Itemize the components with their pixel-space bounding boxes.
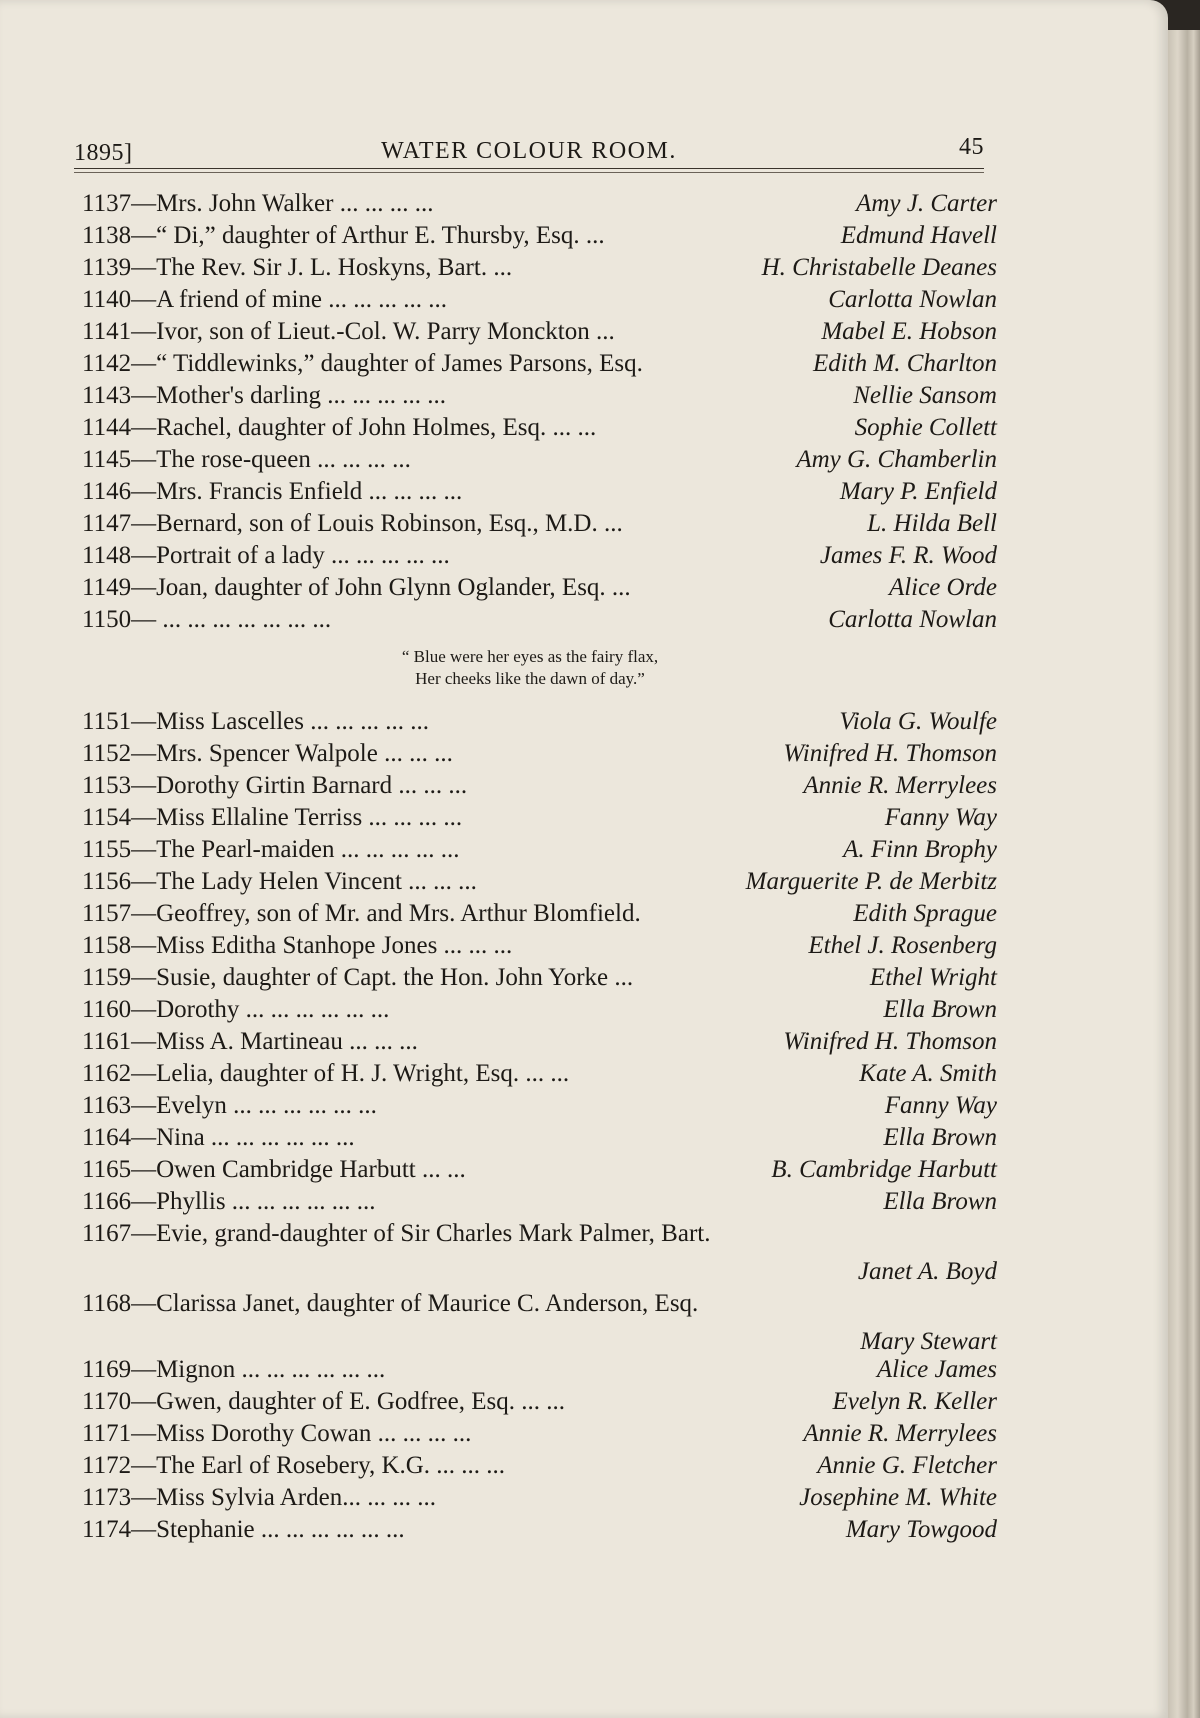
entry-artist: Amy J. Carter [856, 190, 997, 217]
header-year: 1895] [74, 140, 133, 166]
entry-artist: Viola G. Woulfe [839, 708, 997, 735]
entry-title: 1174—Stephanie ... ... ... ... ... ... [82, 1516, 405, 1543]
catalogue-entry [82, 350, 997, 382]
entry-artist: Edmund Havell [840, 222, 997, 249]
entry-artist: Mary Stewart [860, 1328, 997, 1355]
entry-title: 1140—A friend of mine ... ... ... ... ... [82, 286, 448, 313]
catalogue-entry [82, 542, 997, 574]
catalogue-entry [82, 932, 997, 964]
entry-title: 1153—Dorothy Girtin Barnard ... ... ... [82, 772, 468, 799]
catalogue-entry [82, 574, 997, 606]
entry-title: 1155—The Pearl-maiden ... ... ... ... ... [82, 836, 460, 863]
catalogue-entry [82, 1420, 997, 1452]
entry-artist: Sophie Collett [854, 414, 997, 441]
entry-quote [320, 646, 740, 690]
catalogue-entry [82, 1156, 997, 1188]
catalogue-entry [82, 1452, 997, 1484]
catalogue-entry [82, 740, 997, 772]
catalogue-entry [82, 1356, 997, 1388]
entry-artist: Kate A. Smith [859, 1060, 997, 1087]
entry-artist: Winifred H. Thomson [783, 740, 997, 767]
catalogue-entry [82, 254, 997, 286]
entry-title: 1165—Owen Cambridge Harbutt ... ... [82, 1156, 466, 1183]
entry-title: 1148—Portrait of a lady ... ... ... ... ... [82, 542, 450, 569]
catalogue-entry [82, 318, 997, 350]
entry-artist: B. Cambridge Harbutt [771, 1156, 997, 1183]
entry-artist: Josephine M. White [799, 1484, 997, 1511]
entry-title: 1141—Ivor, son of Lieut.-Col. W. Parry Monckton ... [82, 318, 615, 345]
entry-title: 1161—Miss A. Martineau ... ... ... [82, 1028, 418, 1055]
entry-artist: Edith M. Charlton [812, 350, 997, 377]
entry-title: 1137—Mrs. John Walker ... ... ... ... [82, 190, 434, 217]
entry-title: 1147—Bernard, son of Louis Robinson, Esq., M.D. ... [82, 510, 623, 537]
entry-title: 1150— ... ... ... ... ... ... ... [82, 606, 332, 633]
entry-title: 1162—Lelia, daughter of H. J. Wright, Esq. ... ... [82, 1060, 570, 1087]
entry-artist: Carlotta Nowlan [828, 286, 997, 313]
entry-title: 1166—Phyllis ... ... ... ... ... ... [82, 1188, 376, 1215]
entry-title: 1159—Susie, daughter of Capt. the Hon. John Yorke ... [82, 964, 634, 991]
catalogue-entry [82, 996, 997, 1028]
entry-artist: Ethel J. Rosenberg [808, 932, 997, 959]
entry-title: 1167—Evie, grand-daughter of Sir Charles Mark Palmer, Bart. [82, 1220, 711, 1247]
catalogue-entry [82, 1124, 997, 1156]
entry-title: 1169—Mignon ... ... ... ... ... ... [82, 1356, 386, 1383]
entry-title: 1164—Nina ... ... ... ... ... ... [82, 1124, 355, 1151]
catalogue-entry [82, 1388, 997, 1420]
catalogue-entry [82, 1220, 997, 1290]
entry-title: 1142—“ Tiddlewinks,” daughter of James Parsons, Esq. [82, 350, 643, 377]
entry-title: 1146—Mrs. Francis Enfield ... ... ... ... [82, 478, 463, 505]
entry-artist: Evelyn R. Keller [832, 1388, 997, 1415]
entry-artist: Ethel Wright [869, 964, 997, 991]
entry-title: 1151—Miss Lascelles ... ... ... ... ... [82, 708, 429, 735]
entry-artist: Alice Orde [888, 574, 997, 601]
entry-artist: Ella Brown [883, 1188, 997, 1215]
entry-artist: Fanny Way [884, 1092, 997, 1119]
entry-artist: Annie R. Merrylees [803, 772, 997, 799]
entry-title: 1158—Miss Editha Stanhope Jones ... ... ... [82, 932, 513, 959]
entry-title: 1149—Joan, daughter of John Glynn Oglander, Esq. ... [82, 574, 631, 601]
quote-line-2: Her cheeks like the dawn of day.” [415, 669, 645, 688]
page-number: 45 [959, 134, 984, 160]
entry-title: 1163—Evelyn ... ... ... ... ... ... [82, 1092, 377, 1119]
entry-artist: Marguerite P. de Merbitz [745, 868, 997, 895]
catalogue-entry [82, 478, 997, 510]
entry-title: 1173—Miss Sylvia Arden... ... ... ... [82, 1484, 436, 1511]
entry-title: 1139—The Rev. Sir J. L. Hoskyns, Bart. ... [82, 254, 513, 281]
page-edge [1168, 30, 1200, 1718]
entry-artist: James F. R. Wood [819, 542, 997, 569]
catalogue-entry [82, 1092, 997, 1124]
entry-title: 1157—Geoffrey, son of Mr. and Mrs. Arthur Blomfield. [82, 900, 641, 927]
entry-artist: A. Finn Brophy [843, 836, 997, 863]
entry-title: 1154—Miss Ellaline Terriss ... ... ... ... [82, 804, 463, 831]
entry-artist: Nellie Sansom [853, 382, 997, 409]
catalogue-entry [82, 606, 997, 638]
entry-artist: Ella Brown [883, 1124, 997, 1151]
entry-artist: Annie R. Merrylees [803, 1420, 997, 1447]
entry-artist: H. Christabelle Deanes [761, 254, 997, 281]
catalogue-entry [82, 708, 997, 740]
entry-artist: Janet A. Boyd [857, 1258, 997, 1285]
catalogue-entry [82, 836, 997, 868]
header-rule [74, 168, 984, 169]
entry-title: 1171—Miss Dorothy Cowan ... ... ... ... [82, 1420, 472, 1447]
catalogue-entry [82, 1028, 997, 1060]
entry-title: 1143—Mother's darling ... ... ... ... ... [82, 382, 446, 409]
entry-title: 1170—Gwen, daughter of E. Godfree, Esq. ... ... [82, 1388, 565, 1415]
catalogue-entry [82, 772, 997, 804]
entry-title: 1145—The rose-queen ... ... ... ... [82, 446, 411, 473]
entry-artist: Ella Brown [883, 996, 997, 1023]
catalogue-entry [82, 286, 997, 318]
entry-artist: Amy G. Chamberlin [796, 446, 997, 473]
entry-artist: L. Hilda Bell [867, 510, 997, 537]
entry-title: 1156—The Lady Helen Vincent ... ... ... [82, 868, 477, 895]
catalogue-entry [82, 190, 997, 222]
entry-artist: Edith Sprague [853, 900, 997, 927]
page-header [74, 130, 984, 170]
entry-artist: Mary P. Enfield [839, 478, 997, 505]
catalogue-entry [82, 414, 997, 446]
entry-title: 1172—The Earl of Rosebery, K.G. ... ... ... [82, 1452, 506, 1479]
catalogue-entry [82, 804, 997, 836]
header-title: WATER COLOUR ROOM. [381, 138, 677, 164]
catalogue-entry [82, 1060, 997, 1092]
catalogue-entry [82, 446, 997, 478]
entry-title: 1138—“ Di,” daughter of Arthur E. Thursby, Esq. ... [82, 222, 605, 249]
catalogue-entry [82, 510, 997, 542]
catalogue-entry [82, 222, 997, 254]
catalogue-entry [82, 900, 997, 932]
entry-artist: Alice James [876, 1356, 997, 1383]
entry-artist: Winifred H. Thomson [783, 1028, 997, 1055]
entry-title: 1168—Clarissa Janet, daughter of Maurice C. Anderson, Esq. [82, 1290, 699, 1317]
entry-artist: Mabel E. Hobson [821, 318, 997, 345]
catalogue-entry [82, 1484, 997, 1516]
catalogue-entry [82, 964, 997, 996]
header-rule-thin [74, 172, 984, 173]
quote-line-1: “ Blue were her eyes as the fairy flax, [401, 647, 659, 666]
catalogue-entry [82, 1290, 997, 1360]
entry-artist: Annie G. Fletcher [817, 1452, 997, 1479]
catalogue-entry [82, 1516, 997, 1548]
entry-title: 1144—Rachel, daughter of John Holmes, Esq. ... ... [82, 414, 597, 441]
entry-artist: Fanny Way [884, 804, 997, 831]
entry-title: 1160—Dorothy ... ... ... ... ... ... [82, 996, 390, 1023]
entry-artist: Mary Towgood [845, 1516, 997, 1543]
entry-title: 1152—Mrs. Spencer Walpole ... ... ... [82, 740, 453, 767]
catalogue-entry [82, 382, 997, 414]
catalogue-entry [82, 868, 997, 900]
entry-artist: Carlotta Nowlan [828, 606, 997, 633]
catalogue-entry [82, 1188, 997, 1220]
